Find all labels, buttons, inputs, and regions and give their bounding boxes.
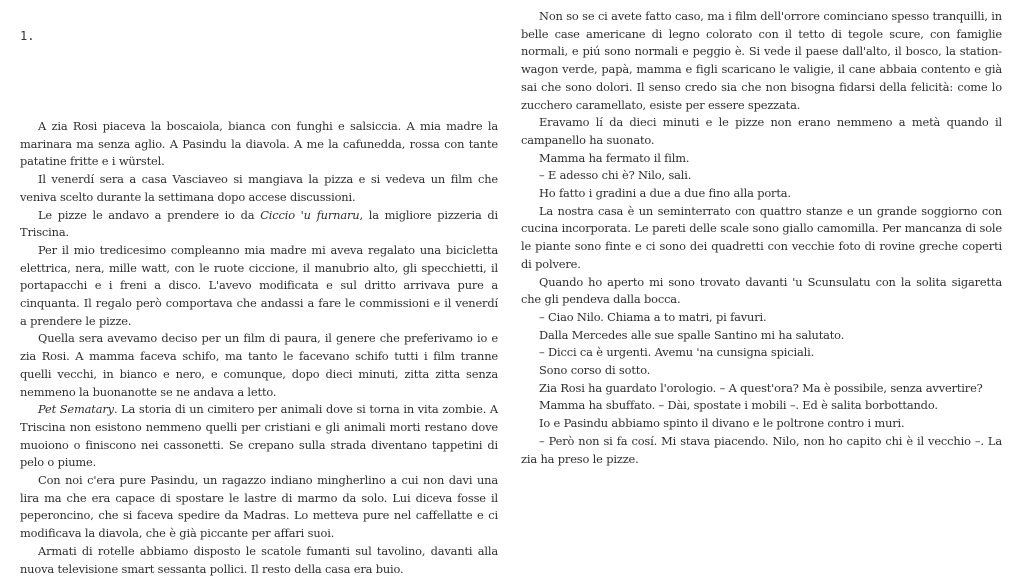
paragraph: Mamma ha sbuffato. – Dài, spostate i mobili –. Ed è salita borbottando.	[539, 398, 938, 413]
paragraph	[20, 401, 498, 472]
paragraph: Quando ho aperto mi sono trovato davanti 'u Scunsulatu con la solita sigaretta che gli pendeva dalla bocca.	[521, 274, 1002, 307]
paragraph: Non so se ci avete fatto caso, ma i film dell'orrore cominciano spesso tranquilli, in belle case americane di legno colorato con il tetto di tegole scure, con famiglie normali, e piú sono normali e peggio è. Si vede il paese dall'alto, il bosco, la station-wagon verde, papà, mamma e figli scaricano le valigie, il cane abbaia contento e già sai che sono dolori. Il senso credo sia che non bisogna fidarsi della felicità: come lo zucchero caramellato, esiste per essere spezzata.	[521, 9, 1002, 112]
chapter-number: 1.	[20, 29, 35, 43]
dialogue-line: – Dicci ca è urgenti. Avemu 'na cunsigna spiciali.	[539, 345, 815, 360]
pizzeria-name: Ciccio 'u furnaru	[260, 207, 360, 222]
film-title: Pet Sematary	[38, 402, 114, 417]
paragraph	[20, 207, 498, 242]
paragraph: Ho fatto i gradini a due a due fino alla porta.	[539, 186, 791, 201]
dialogue-line: – Ciao Nilo. Chiama a to matri, pi favuri.	[539, 309, 767, 324]
paragraph: Quella sera avevamo deciso per un film di paura, il genere che preferivamo io e zia Rosi. A mamma faceva schifo, ma tanto le facevano schifo tutti i film tranne quelli vecchi, in bianco e nero, e comunque, dopo dieci minuti, zitta zitta senza nemmeno la buonanotte se ne andava a letto.	[20, 331, 498, 399]
paragraph: La nostra casa è un seminterrato con quattro stanze e un grande soggiorno con cucina incorporata. Le pareti delle scale sono giallo camomilla. Per mancanza di sole le piante sono finte e ci sono dei quadretti con vecchie foto di rovine greche coperti di polvere.	[521, 203, 1002, 271]
right-page-body	[521, 8, 1002, 468]
paragraph: Mamma ha fermato il film.	[539, 150, 690, 165]
paragraph: Armati di rotelle abbiamo disposto le scatole fumanti sul tavolino, davanti alla nuova televisione smart sessanta pollici. Il resto della casa era buio.	[20, 543, 498, 576]
paragraph-text: Le pizze le andavo a prendere io da	[38, 207, 261, 222]
dialogue-line: – E adesso chi è? Nilo, sali.	[539, 168, 692, 183]
paragraph: Il venerdí sera a casa Vasciaveo si mangiava la pizza e si vedeva un film che veniva scelto durante la settimana dopo accese discussioni.	[20, 172, 498, 204]
paragraph: Sono corso di sotto.	[539, 363, 651, 378]
paragraph: Zia Rosi ha guardato l'orologio. – A quest'ora? Ma è possibile, senza avvertire?	[539, 380, 983, 395]
dialogue-line: – Però non si fa cosí. Mi stava piacendo. Nilo, non ho capito chi è il vecchio –. La zia ha preso le pizze.	[521, 433, 1002, 466]
paragraph: A zia Rosi piaceva la boscaiola, bianca con funghi e salsiccia. A mia madre la marinara ma senza aglio. A Pasindu la diavola. A me la cafunedda, rossa con tante patatine fritte e i würstel.	[20, 119, 498, 169]
paragraph: Io e Pasindu abbiamo spinto il divano e le poltrone contro i muri.	[539, 416, 905, 431]
paragraph-text: . La storia di un cimitero per animali dove si torna in vita zombie. A Triscina non esistono nemmeno quelli per cristiani e gli animali morti restano dove muoiono o finiscono nei cassonetti. Se crepano sulla strada diventano tappetini di pelo o piume.	[20, 402, 498, 470]
paragraph: Eravamo lí da dieci minuti e le pizze non erano nemmeno a metà quando il campanello ha suonato.	[521, 115, 1002, 147]
paragraph-text: , la migliore pizzeria di Triscina.	[20, 207, 499, 240]
paragraph: Per il mio tredicesimo compleanno mia madre mi aveva regalato una bicicletta elettrica, nera, mille watt, con le ruote ciccione, il manubrio alto, gli specchietti, il portapacchi e i freni a disco. L'avevo modificata e sul dritto arrivava pure a cinquanta. Il regalo però comportava che andassi a fare le commissioni e il venerdí a prendere le pizze.	[20, 242, 498, 328]
paragraph: Dalla Mercedes alle sue spalle Santino mi ha salutato.	[539, 327, 845, 342]
left-page-body	[20, 118, 498, 578]
paragraph: Con noi c'era pure Pasindu, un ragazzo indiano mingherlino a cui non davi una lira ma che era capace di spostare le lastre di marmo da solo. Lui diceva fosse il peperoncino, che si faceva spedire da Madras. Lo metteva pure nel caffellatte e ci modificava la diavola, che è già piccante per affari suoi.	[20, 473, 498, 541]
